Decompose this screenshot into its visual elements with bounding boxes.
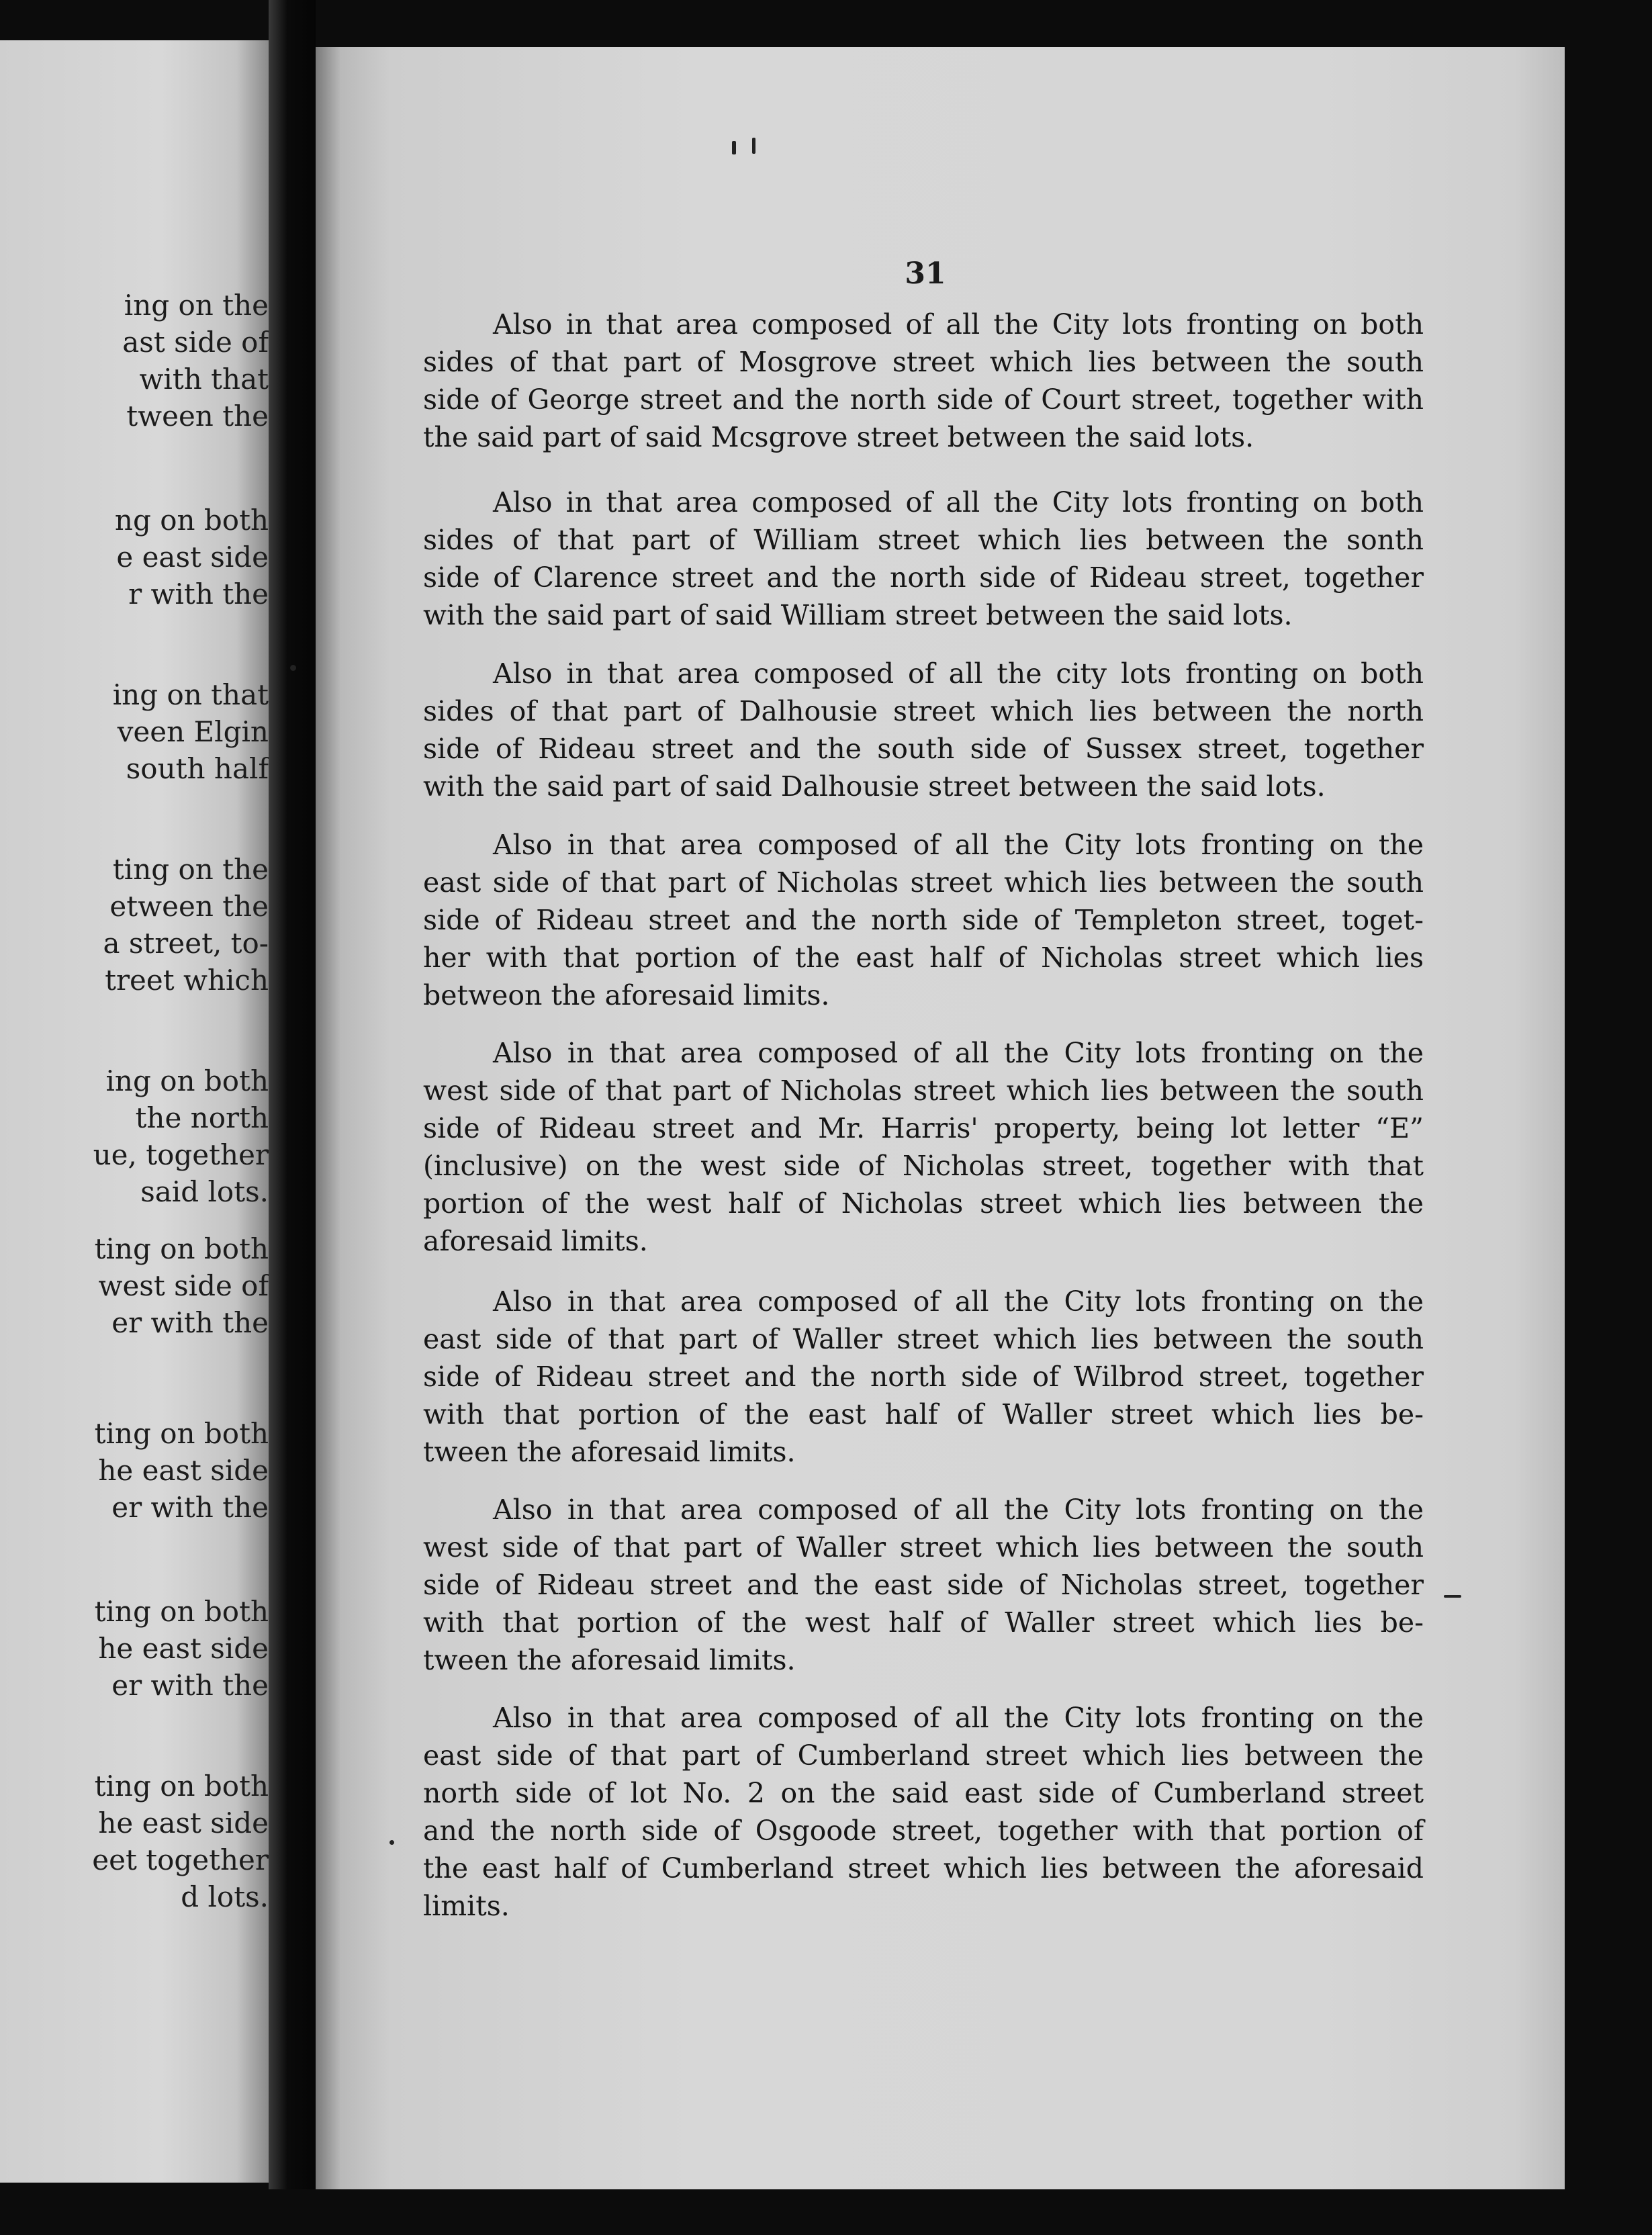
left-page-line <box>0 1098 269 1138</box>
paragraph-line: side of Rideau street and the south side of Sussex street, together <box>423 733 1424 765</box>
paragraph <box>423 1283 1424 1471</box>
paragraph-line: side of Rideau street and the east side of Nicholas street, together <box>423 1569 1424 1601</box>
left-page-line <box>0 1766 269 1807</box>
scan-speck <box>389 1840 394 1845</box>
left-page-line-text: ing on both <box>105 1064 269 1097</box>
paragraph <box>423 1491 1424 1679</box>
paragraph-line: side of Clarence street and the north side of Rideau street, together <box>423 561 1424 594</box>
left-page-line <box>0 396 269 437</box>
left-page-line <box>0 1666 269 1706</box>
left-page-line-text: he east side <box>98 1454 269 1487</box>
left-page-line-text: ing on the <box>124 289 269 322</box>
paragraph-line: betweon the aforesaid limits. <box>423 979 830 1011</box>
paragraph-line: with that portion of the west half of Waller street which lies be- <box>423 1606 1424 1639</box>
left-page-line <box>0 322 269 363</box>
left-page-line-text: er with the <box>111 1669 269 1702</box>
scan-border-right <box>1565 0 1652 2235</box>
left-page-line <box>0 1266 269 1306</box>
paragraph-line: east side of that part of Cumberland street which lies between the <box>423 1739 1424 1772</box>
paragraph-line: tween the aforesaid limits. <box>423 1644 796 1676</box>
paragraph-line: side of Rideau street and Mr. Harris' property, being lot letter “E” <box>423 1112 1424 1144</box>
left-page-line-text: south half <box>126 752 269 785</box>
page-number: 31 <box>905 257 946 291</box>
scan-border-top <box>316 0 1565 47</box>
paragraph-line: (inclusive) on the west side of Nicholas street, together with that <box>423 1150 1424 1182</box>
left-page-line <box>0 359 269 400</box>
paragraph-line: Also in that area composed of all the City lots fronting on both <box>493 308 1424 340</box>
left-page-line-text: ting on the <box>112 853 269 886</box>
paragraph-line: side of Rideau street and the north side of Templeton street, toget- <box>423 904 1424 936</box>
paragraph-line: Also in that area composed of all the City lots fronting on the <box>493 829 1424 861</box>
paragraph-line: tween the aforesaid limits. <box>423 1436 796 1468</box>
left-page-line-text: the north <box>135 1101 269 1134</box>
scan-speck <box>290 665 296 671</box>
paragraph-line: with the said part of said William street between the said lots. <box>423 599 1293 631</box>
left-page-line <box>0 574 269 614</box>
paragraph-line: Also in that area composed of all the City lots fronting on the <box>493 1285 1424 1318</box>
left-page-line <box>0 1229 269 1269</box>
left-page-line <box>0 1877 269 1917</box>
paragraph-line: side of Rideau street and the north side of Wilbrod street, together <box>423 1361 1424 1393</box>
left-page-line-text: a street, to- <box>103 927 269 960</box>
paragraph <box>423 484 1424 634</box>
left-page-line-text: ting on both <box>94 1595 269 1628</box>
paragraph-line: the east half of Cumberland street which lies between the aforesaid <box>423 1852 1424 1884</box>
binding-gutter <box>269 0 316 2235</box>
left-page-line <box>0 537 269 578</box>
left-page-line-text: treet which <box>105 964 269 997</box>
paragraph-line: east side of that part of Waller street which lies between the south <box>423 1323 1424 1355</box>
left-page-line <box>0 1414 269 1454</box>
left-page-line-text: ting on both <box>94 1232 269 1265</box>
left-page-line <box>0 1061 269 1101</box>
left-page-line <box>0 923 269 964</box>
left-facing-page <box>0 40 269 2183</box>
left-page-line-text: ast side of <box>122 326 269 359</box>
paragraph-line: west side of that part of Waller street which lies between the south <box>423 1531 1424 1563</box>
left-page-line-text: e east side <box>116 541 269 574</box>
left-page-line <box>0 1840 269 1880</box>
paragraph-line: with that portion of the east half of Waller street which lies be- <box>423 1398 1424 1430</box>
left-page-line <box>0 1303 269 1343</box>
left-page-line <box>0 1172 269 1212</box>
left-page-line-text: said lots. <box>140 1175 269 1208</box>
left-page-line <box>0 1629 269 1669</box>
left-page-line-text: he east side <box>98 1632 269 1665</box>
paragraph-line: her with that portion of the east half of Nicholas street which lies <box>423 942 1424 974</box>
left-page-line-text: he east side <box>98 1807 269 1839</box>
left-page-line <box>0 675 269 715</box>
paragraph-line: sides of that part of Dalhousie street which lies between the north <box>423 695 1424 727</box>
paragraph-line: portion of the west half of Nicholas street which lies between the <box>423 1187 1424 1220</box>
paragraph-line: Also in that area composed of all the City lots fronting on both <box>493 486 1424 518</box>
paragraph-line: sides of that part of Mosgrove street which lies between the south <box>423 346 1424 378</box>
scan-speck <box>732 141 736 154</box>
left-page-line <box>0 285 269 326</box>
left-page-line-text: etween the <box>109 890 269 923</box>
paragraph-line: Also in that area composed of all the city lots fronting on both <box>493 657 1424 690</box>
scan-border-bottom <box>269 2189 1652 2235</box>
left-page-line-text: ue, together <box>93 1138 269 1171</box>
left-page-line <box>0 850 269 890</box>
paragraph-line: with the said part of said Dalhousie street between the said lots. <box>423 770 1326 803</box>
left-page-line-text: eet together <box>92 1843 269 1876</box>
left-page-line <box>0 1451 269 1491</box>
paragraph-line: Also in that area composed of all the City lots fronting on the <box>493 1037 1424 1069</box>
left-page-line-text: tween the <box>126 400 269 432</box>
left-page-line-text: r with the <box>128 578 269 610</box>
paragraph-line: Also in that area composed of all the City lots fronting on the <box>493 1702 1424 1734</box>
paragraph <box>423 1699 1424 1925</box>
left-page-line <box>0 712 269 752</box>
scan-speck <box>752 138 755 154</box>
left-page-line <box>0 1135 269 1175</box>
paragraph-line: the said part of said Mcsgrove street between the said lots. <box>423 421 1254 453</box>
left-page-line <box>0 960 269 1001</box>
left-page-line-text: d lots. <box>181 1880 269 1913</box>
left-page-line-text: er with the <box>111 1491 269 1524</box>
paragraph-line: sides of that part of William street which lies between the sonth <box>423 524 1424 556</box>
paragraph-line: Also in that area composed of all the City lots fronting on the <box>493 1494 1424 1526</box>
left-page-line-text: ting on both <box>94 1417 269 1450</box>
left-page-line <box>0 500 269 541</box>
left-page-line <box>0 1488 269 1528</box>
paragraph-line: aforesaid limits. <box>423 1225 648 1257</box>
left-page-line-text: west side of <box>98 1269 269 1302</box>
left-page-line <box>0 1592 269 1632</box>
paragraph-line: side of George street and the north side of Court street, together with <box>423 383 1424 416</box>
paragraph <box>423 826 1424 1014</box>
left-page-line <box>0 886 269 927</box>
left-page-line-text: ing on that <box>112 678 269 711</box>
left-page-line-text: veen Elgin <box>117 715 269 748</box>
left-page-line <box>0 1803 269 1843</box>
paragraph-line: west side of that part of Nicholas street which lies between the south <box>423 1075 1424 1107</box>
left-page-line-text: er with the <box>111 1306 269 1339</box>
left-page-line-text: ting on both <box>94 1770 269 1803</box>
left-page-line-text: ng on both <box>114 504 269 537</box>
paragraph-line: limits. <box>423 1890 510 1922</box>
paragraph-line: north side of lot No. 2 on the said east side of Cumberland street <box>423 1777 1424 1809</box>
left-page-line-text: with that <box>139 363 269 396</box>
left-page-line <box>0 749 269 789</box>
paragraph-line: east side of that part of Nicholas street which lies between the south <box>423 866 1424 899</box>
paragraph-line: and the north side of Osgoode street, together with that portion of <box>423 1815 1424 1847</box>
scan-speck <box>1444 1595 1461 1598</box>
paragraph <box>423 1034 1424 1260</box>
paragraph <box>423 306 1424 456</box>
paragraph <box>423 655 1424 805</box>
